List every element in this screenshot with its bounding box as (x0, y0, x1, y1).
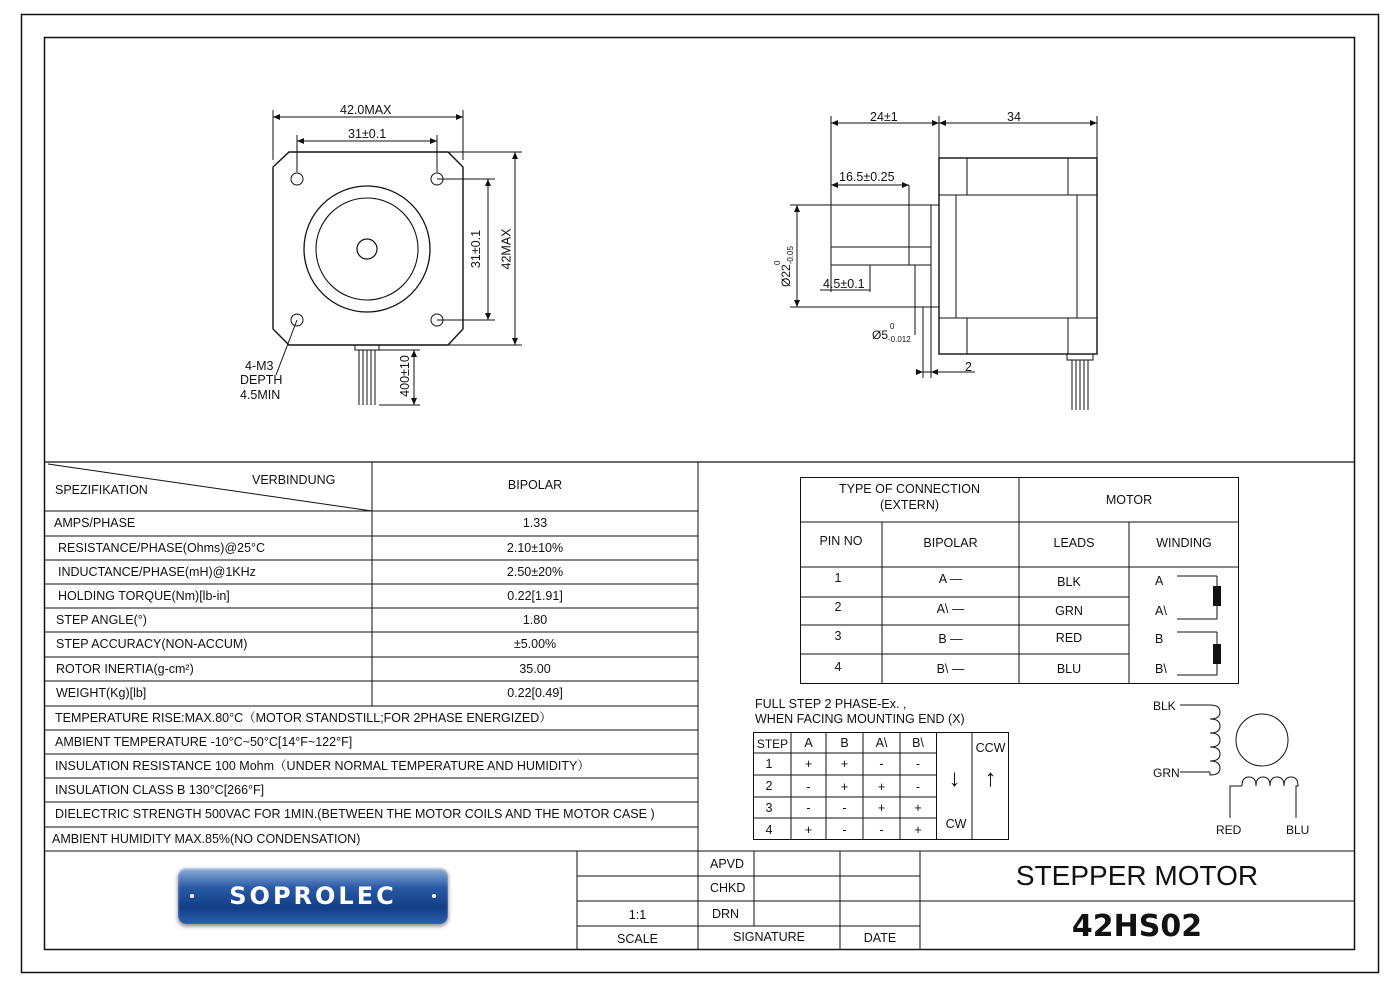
spec-label: RESISTANCE/PHASE(Ohms)@25°C (58, 541, 266, 555)
spec-label: HOLDING TORQUE(Nm)[lb-in] (58, 589, 230, 603)
signature-label: SIGNATURE (733, 930, 805, 944)
step-header: B\ (912, 736, 924, 750)
apvd-label: APVD (710, 857, 745, 871)
step-cell: + (840, 757, 849, 771)
pin-bipolar: B\ — (936, 662, 965, 676)
step-cell: - (879, 823, 884, 837)
dim-boss-tol-zero: 0 (773, 260, 782, 265)
pin-no: 3 (834, 629, 842, 643)
spec-label: STEP ANGLE(°) (56, 613, 147, 627)
spec-value: 1.80 (522, 613, 548, 627)
dim-lead-length: 400±10 (397, 355, 412, 397)
step-cell: - (879, 757, 884, 771)
pin-bipolar: A\ — (936, 602, 965, 616)
note-insulation-class: INSULATION CLASS B 130°C[266°F] (55, 783, 265, 797)
step-cell: - (915, 780, 921, 794)
hole-note-min: 4.5MIN (240, 388, 281, 402)
header-specification: SPEZIFIKATION (55, 483, 148, 497)
conn-header-type: TYPE OF CONNECTION (839, 482, 980, 496)
spec-label: AMPS/PHASE (54, 516, 136, 530)
spec-row (46, 536, 698, 560)
spec-value: ±5.00% (513, 637, 557, 651)
spec-value: 0.22[1.91] (507, 589, 563, 603)
step-cell: - (842, 823, 847, 837)
note-insulation-resistance: INSULATION RESISTANCE 100 Mohm（UNDER NORMAL TEMPERATURE AND HUMIDITY） (55, 759, 590, 773)
drawing-title: STEPPER MOTOR (1015, 860, 1259, 891)
pin-no: 1 (834, 571, 842, 585)
pin-bipolar: A — (938, 572, 963, 586)
header-bipolar: BIPOLAR (507, 478, 563, 492)
dim-hole-spacing-h: 31±0.1 (348, 127, 387, 141)
step-cell: - (842, 801, 847, 815)
header-connection: VERBINDUNG (252, 473, 336, 487)
winding-label: A\ (1155, 604, 1167, 618)
spec-label: WEIGHT(Kg)[lb] (56, 686, 147, 700)
dim-boss-tol: -0.05 (786, 246, 795, 265)
step-cell: 4 (765, 823, 773, 837)
dim-boss-diameter (773, 227, 797, 287)
step-cell: + (804, 823, 813, 837)
spec-value: 2.50±20% (506, 565, 564, 579)
spec-value: 0.22[0.49] (507, 686, 563, 700)
step-cell: 2 (765, 779, 773, 793)
step-header: B (840, 736, 849, 750)
logo-text: SOPROLEC (229, 882, 397, 910)
ccw-arrow-up-icon: ↑ (984, 765, 997, 792)
step-cell: + (804, 757, 813, 771)
dim-hole-spacing-v: 31±0.1 (469, 229, 484, 269)
winding-red: RED (1216, 823, 1242, 837)
step-header: A (804, 736, 813, 750)
pin-lead: RED (1055, 631, 1083, 645)
note-ambient-humidity: AMBIENT HUMIDITY MAX.85%(NO CONDENSATION) (52, 832, 361, 846)
scale-label: SCALE (617, 932, 658, 946)
spec-row (46, 511, 698, 535)
dim-shaft-prefix: Ø5 (872, 328, 889, 342)
dim-shaft-length: 24±1 (870, 110, 898, 124)
spec-label: STEP ACCURACY(NON-ACCUM) (56, 637, 248, 651)
soprolec-logo (178, 868, 448, 924)
col-leads: LEADS (1053, 536, 1095, 550)
spec-label: ROTOR INERTIA(g-cm²) (56, 662, 194, 676)
spec-label: INDUCTANCE/PHASE(mH)@1KHz (58, 565, 256, 579)
step-cell: + (877, 801, 886, 815)
step-header: STEP (756, 737, 789, 751)
step-cell: - (915, 757, 921, 771)
step-caption-1: FULL STEP 2 PHASE-Ex. , (755, 697, 907, 711)
pin-lead: BLU (1056, 662, 1082, 676)
dim-shaft-diameter (872, 322, 911, 344)
step-cell: + (914, 823, 922, 837)
winding-blk: BLK (1153, 699, 1176, 713)
pin-no: 4 (834, 660, 842, 674)
spec-row (46, 681, 698, 705)
spec-row (46, 632, 698, 656)
spec-row (46, 560, 698, 584)
step-cell: - (806, 780, 811, 794)
dim-body-length: 34 (1007, 110, 1021, 124)
note-temperature-rise: TEMPERATURE RISE:MAX.80°C（MOTOR STANDSTILL;FOR 2PHASE ENERGIZED） (55, 711, 552, 725)
step-cell: + (914, 801, 922, 815)
scale-value: 1:1 (628, 908, 647, 922)
step-caption-2: WHEN FACING MOUNTING END (X) (755, 712, 965, 726)
date-label: DATE (863, 931, 897, 945)
conn-header-motor: MOTOR (1105, 493, 1153, 507)
dim-width-max: 42.0MAX (340, 103, 392, 117)
cw-label: CW (945, 817, 967, 831)
col-winding: WINDING (1156, 536, 1212, 550)
step-cell: 1 (765, 757, 773, 771)
hole-note-depth: DEPTH (240, 373, 283, 387)
dim-boss-prefix: Ø22 (779, 264, 793, 287)
winding-grn: GRN (1153, 766, 1180, 780)
winding-label: A (1155, 574, 1164, 588)
step-cell: + (840, 780, 849, 794)
spec-row (46, 584, 698, 608)
step-cell: 3 (765, 801, 773, 815)
model-number: 42HS02 (1071, 909, 1203, 944)
note-dielectric-strength: DIELECTRIC STRENGTH 500VAC FOR 1MIN.(BETWEEN THE MOTOR COILS AND THE MOTOR CASE ) (55, 807, 655, 821)
step-header: A\ (875, 736, 888, 750)
dim-shaft-tol: -0.012 (888, 335, 911, 344)
hole-note-thread: 4-M3 (245, 359, 274, 373)
step-cell: + (877, 780, 886, 794)
spec-row (46, 657, 698, 681)
spec-value: 1.33 (522, 516, 548, 530)
note-ambient-temperature: AMBIENT TEMPERATURE -10°C~50°C[14°F~122°F] (55, 735, 353, 749)
dim-boss-height: 2 (965, 360, 972, 374)
pin-bipolar: B — (938, 632, 963, 646)
dim-flat-depth: 4.5±0.1 (823, 277, 865, 291)
dim-height-max: 42MAX (499, 228, 514, 270)
spec-value: 2.10±10% (506, 541, 564, 555)
chkd-label: CHKD (710, 881, 746, 895)
col-pin-no: PIN NO (819, 534, 863, 548)
spec-row (46, 608, 698, 632)
pin-lead: GRN (1055, 604, 1083, 618)
dim-shaft-flat: 16.5±0.25 (839, 170, 895, 184)
winding-label: B\ (1155, 662, 1167, 676)
drn-label: DRN (712, 907, 740, 921)
winding-blu: BLU (1286, 823, 1310, 837)
cw-arrow-down-icon: ↓ (948, 765, 961, 792)
conn-header-extern: (EXTERN) (879, 498, 940, 512)
winding-label: B (1155, 632, 1164, 646)
dim-shaft-tol-zero: 0 (890, 322, 895, 331)
spec-value: 35.00 (519, 662, 551, 676)
pin-lead: BLK (1057, 575, 1081, 589)
col-bipolar: BIPOLAR (923, 536, 978, 550)
step-cell: - (806, 801, 811, 815)
ccw-label: CCW (975, 741, 1006, 755)
pin-no: 2 (834, 600, 842, 614)
